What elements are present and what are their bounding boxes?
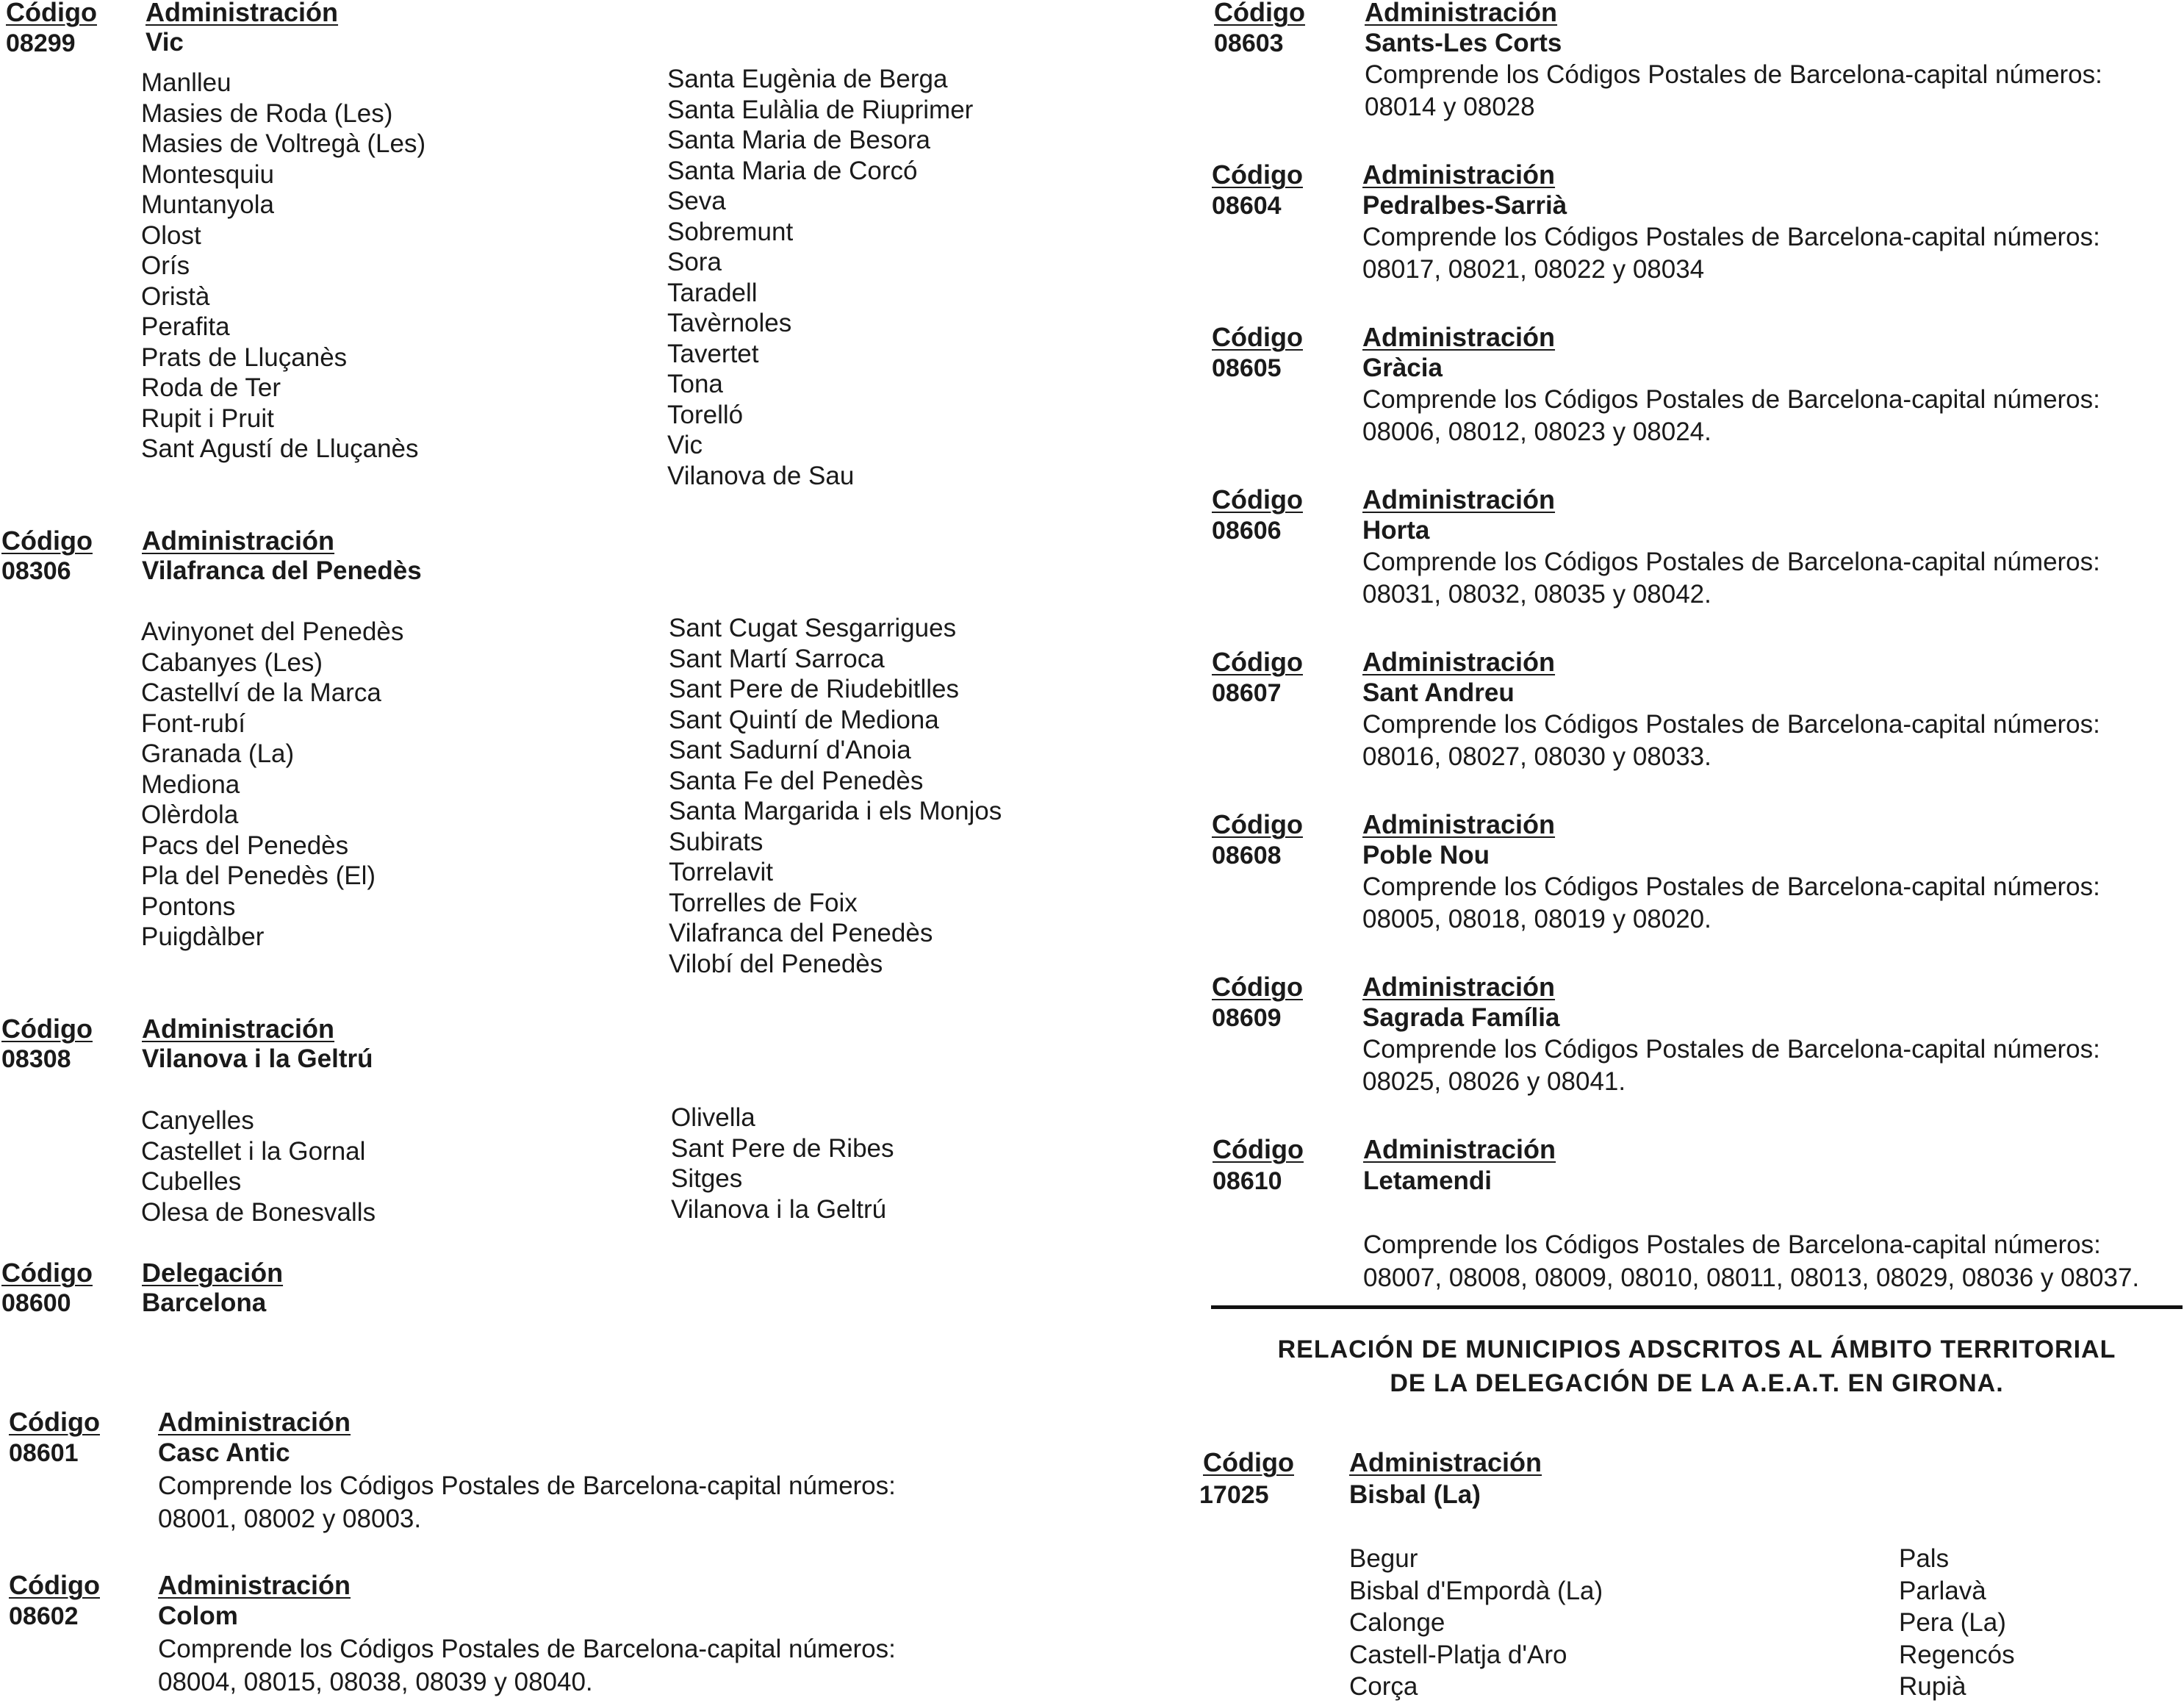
postal-codes-list: 08017, 08021, 08022 y 08034 — [1362, 255, 1705, 284]
municipality-item: Cubelles — [141, 1167, 242, 1196]
municipality-item: Vilafranca del Penedès — [669, 919, 933, 947]
municipality-item: Manlleu — [141, 68, 231, 97]
postal-codes-list: 08007, 08008, 08009, 08010, 08011, 08013, 08029, 08036 y 08037. — [1363, 1263, 2140, 1292]
postal-codes-description: Comprende los Códigos Postales de Barcelona-capital números: — [1362, 548, 2100, 576]
admin-name: Vic — [146, 28, 184, 57]
codigo-label: Código — [1214, 0, 1305, 27]
municipality-item: Olèrdola — [141, 800, 239, 829]
postal-codes-list: 08005, 08018, 08019 y 08020. — [1362, 905, 1711, 933]
municipality-item: Subirats — [669, 827, 764, 856]
codigo-label: Código — [1212, 322, 1303, 352]
municipality-list — [141, 617, 403, 953]
municipality-item: Torelló — [667, 400, 744, 429]
admin-code: 08603 — [1214, 29, 1284, 57]
municipality-item: Santa Margarida i els Monjos — [669, 797, 1002, 825]
admin-name: Horta — [1362, 516, 1430, 545]
municipality-item: Castellví de la Marca — [141, 678, 381, 707]
postal-codes-description: Comprende los Códigos Postales de Barcelona-capital números: — [1362, 385, 2100, 414]
administracion-label: Administración — [1362, 647, 1556, 677]
codigo-label: Código — [1212, 809, 1303, 839]
codigo-label: Código — [1212, 159, 1303, 190]
municipality-item: Santa Maria de Besora — [667, 126, 930, 154]
admin-code: 08299 — [6, 29, 76, 57]
codigo-label: Código — [1212, 647, 1303, 677]
municipality-item: Canyelles — [141, 1106, 254, 1135]
admin-name: Vilanova i la Geltrú — [142, 1044, 373, 1073]
postal-codes-description: Comprende los Códigos Postales de Barcelona-capital números: — [1362, 223, 2100, 251]
municipality-list — [141, 68, 425, 465]
municipality-item: Bisbal d'Empordà (La) — [1349, 1576, 1603, 1605]
codigo-label: Código — [1, 1258, 93, 1288]
municipality-item: Sora — [667, 248, 722, 276]
codigo-label: Código — [1213, 1134, 1304, 1164]
admin-name: Colom — [158, 1602, 238, 1630]
municipality-item: Pera (La) — [1899, 1608, 2006, 1637]
municipality-item: Tavertet — [667, 339, 759, 368]
admin-code: 08602 — [9, 1602, 79, 1630]
municipality-item: Masies de Voltregà (Les) — [141, 129, 426, 158]
municipality-item: Santa Maria de Corcó — [667, 156, 918, 185]
postal-codes-list: 08025, 08026 y 08041. — [1362, 1067, 1626, 1096]
admin-code: 17025 — [1199, 1481, 1269, 1509]
municipality-item: Vilobí del Penedès — [669, 949, 883, 978]
admin-name: Sant Andreu — [1362, 678, 1515, 707]
municipality-item: Montesquiu — [141, 159, 274, 189]
municipality-item: Seva — [667, 187, 726, 215]
postal-codes-list: 08001, 08002 y 08003. — [158, 1505, 422, 1533]
municipality-item: Olost — [141, 221, 201, 250]
codigo-label: Código — [6, 0, 97, 27]
municipality-item: Olivella — [671, 1103, 755, 1132]
municipality-list — [671, 1103, 894, 1225]
municipality-item: Oristà — [141, 282, 210, 311]
municipality-item: Olesa de Bonesvalls — [141, 1197, 376, 1227]
administracion-label: Administración — [158, 1407, 351, 1437]
municipality-item: Sant Quintí de Mediona — [669, 705, 939, 734]
municipality-item: Granada (La) — [141, 739, 295, 768]
codigo-label: Código — [1212, 972, 1303, 1002]
municipality-item: Sant Cugat Sesgarrigues — [669, 614, 957, 642]
admin-name: Pedralbes-Sarrià — [1362, 191, 1567, 220]
postal-codes-list: 08004, 08015, 08038, 08039 y 08040. — [158, 1668, 593, 1696]
admin-code: 08606 — [1212, 517, 1282, 545]
municipality-item: Pals — [1899, 1544, 1950, 1573]
administracion-label: Administración — [1362, 322, 1556, 352]
admin-name: Casc Antic — [158, 1438, 290, 1467]
admin-code: 08608 — [1212, 842, 1282, 870]
codigo-label: Código — [1, 1014, 93, 1044]
municipality-list — [1899, 1543, 2015, 1703]
admin-name: Bisbal (La) — [1349, 1480, 1481, 1509]
municipality-item: Vilanova i la Geltrú — [671, 1194, 887, 1224]
municipality-item: Tona — [667, 370, 723, 398]
municipality-item: Font-rubí — [141, 709, 245, 738]
postal-codes-description: Comprende los Códigos Postales de Barcelona-capital números: — [1362, 1035, 2100, 1064]
municipality-item: Sant Agustí de Lluçanès — [141, 434, 419, 463]
codigo-label: Código — [1212, 484, 1303, 515]
section-title-line: DE LA DELEGACIÓN DE LA A.E.A.T. EN GIRONA. — [1390, 1369, 2004, 1397]
postal-codes-description: Comprende los Códigos Postales de Barcelona-capital números: — [158, 1471, 896, 1500]
municipality-item: Muntanyola — [141, 190, 274, 219]
municipality-list — [1349, 1543, 1603, 1703]
municipality-item: Castellet i la Gornal — [141, 1136, 366, 1166]
municipality-item: Orís — [141, 251, 190, 280]
municipality-item: Sant Martí Sarroca — [669, 644, 885, 673]
municipality-item: Pla del Penedès (El) — [141, 861, 376, 890]
administracion-label: Administración — [142, 526, 335, 556]
admin-code: 08605 — [1212, 354, 1282, 382]
municipality-item: Rupià — [1899, 1672, 1966, 1701]
postal-codes-list: 08006, 08012, 08023 y 08024. — [1362, 417, 1711, 446]
delegation-code: 08600 — [1, 1289, 71, 1317]
delegation-name: Barcelona — [142, 1288, 267, 1317]
admin-code: 08308 — [1, 1045, 71, 1073]
postal-codes-list: 08031, 08032, 08035 y 08042. — [1362, 580, 1711, 609]
municipality-item: Calonge — [1349, 1608, 1445, 1637]
admin-name: Vilafranca del Penedès — [142, 556, 422, 585]
section-title-line: RELACIÓN DE MUNICIPIOS ADSCRITOS AL ÁMBITO TERRITORIAL — [1277, 1335, 2116, 1363]
municipality-item: Prats de Lluçanès — [141, 343, 348, 372]
admin-code: 08607 — [1212, 679, 1282, 707]
municipality-item: Mediona — [141, 770, 240, 799]
administracion-label: Administración — [1362, 484, 1556, 515]
postal-codes-description: Comprende los Códigos Postales de Barcelona-capital números: — [1365, 60, 2102, 89]
admin-name: Letamendi — [1363, 1166, 1492, 1195]
administracion-label: Administración — [1362, 972, 1556, 1002]
admin-code: 08601 — [9, 1439, 79, 1467]
postal-codes-description: Comprende los Códigos Postales de Barcelona-capital números: — [1363, 1230, 2101, 1259]
administracion-label: Administración — [1362, 809, 1556, 839]
admin-name: Gràcia — [1362, 354, 1443, 382]
section-divider — [1211, 1305, 2183, 1309]
municipality-item: Corça — [1349, 1672, 1418, 1701]
municipality-item: Rupit i Pruit — [141, 404, 274, 433]
municipality-item: Santa Eugènia de Berga — [667, 65, 948, 93]
municipality-item: Sant Pere de Ribes — [671, 1133, 894, 1163]
municipality-item: Pontons — [141, 892, 236, 921]
codigo-label: Código — [1, 526, 93, 556]
admin-code: 08604 — [1212, 192, 1282, 220]
municipality-item: Sitges — [671, 1164, 743, 1193]
delegacion-label: Delegación — [142, 1258, 284, 1288]
municipality-item: Castell-Platja d'Aro — [1349, 1640, 1567, 1669]
administracion-label: Administración — [1362, 159, 1556, 190]
admin-code: 08610 — [1213, 1167, 1282, 1195]
admin-name: Sants-Les Corts — [1365, 29, 1562, 57]
municipality-item: Torrelles de Foix — [669, 888, 858, 917]
municipality-item: Sobremunt — [667, 217, 794, 246]
municipality-item: Torrelavit — [669, 858, 773, 886]
municipality-item: Tavèrnoles — [667, 309, 792, 337]
administracion-label: Administración — [1365, 0, 1558, 27]
municipality-item: Cabanyes (Les) — [141, 648, 323, 677]
municipality-item: Perafita — [141, 312, 230, 341]
municipality-list — [141, 1105, 376, 1227]
codigo-label: Código — [9, 1570, 100, 1600]
municipality-item: Begur — [1349, 1544, 1418, 1573]
municipality-item: Parlavà — [1899, 1576, 1986, 1605]
municipality-item: Puigdàlber — [141, 922, 265, 951]
administracion-label: Administración — [1363, 1134, 1556, 1164]
postal-codes-list: 08014 y 08028 — [1365, 93, 1535, 121]
municipality-list — [669, 613, 1002, 979]
municipality-item: Santa Fe del Penedès — [669, 766, 924, 795]
municipality-item: Masies de Roda (Les) — [141, 98, 393, 128]
girona-section-title — [1211, 1333, 2183, 1400]
postal-codes-description: Comprende los Códigos Postales de Barcelona-capital números: — [1362, 710, 2100, 739]
codigo-label: Código — [1203, 1447, 1294, 1477]
admin-code: 08609 — [1212, 1004, 1282, 1032]
municipality-item: Taradell — [667, 278, 758, 307]
admin-name: Sagrada Família — [1362, 1003, 1560, 1032]
municipality-item: Regencós — [1899, 1640, 2015, 1669]
postal-codes-description: Comprende los Códigos Postales de Barcelona-capital números: — [158, 1635, 896, 1663]
municipality-item: Santa Eulàlia de Riuprimer — [667, 95, 974, 124]
municipality-item: Pacs del Penedès — [141, 831, 349, 860]
municipality-item: Sant Sadurní d'Anoia — [669, 736, 911, 764]
municipality-item: Sant Pere de Riudebitlles — [669, 675, 959, 703]
administracion-label: Administración — [142, 1014, 335, 1044]
postal-codes-list: 08016, 08027, 08030 y 08033. — [1362, 742, 1711, 771]
municipality-item: Roda de Ter — [141, 373, 281, 402]
administracion-label: Administración — [146, 0, 339, 27]
administracion-label: Administración — [158, 1570, 351, 1600]
municipality-item: Avinyonet del Penedès — [141, 617, 404, 646]
municipality-list — [667, 64, 973, 491]
postal-codes-description: Comprende los Códigos Postales de Barcelona-capital números: — [1362, 872, 2100, 901]
administracion-label: Administración — [1349, 1447, 1542, 1477]
admin-name: Poble Nou — [1362, 841, 1490, 870]
admin-code: 08306 — [1, 557, 71, 585]
municipality-item: Vic — [667, 431, 703, 459]
codigo-label: Código — [9, 1407, 100, 1437]
municipality-item: Vilanova de Sau — [667, 461, 855, 490]
